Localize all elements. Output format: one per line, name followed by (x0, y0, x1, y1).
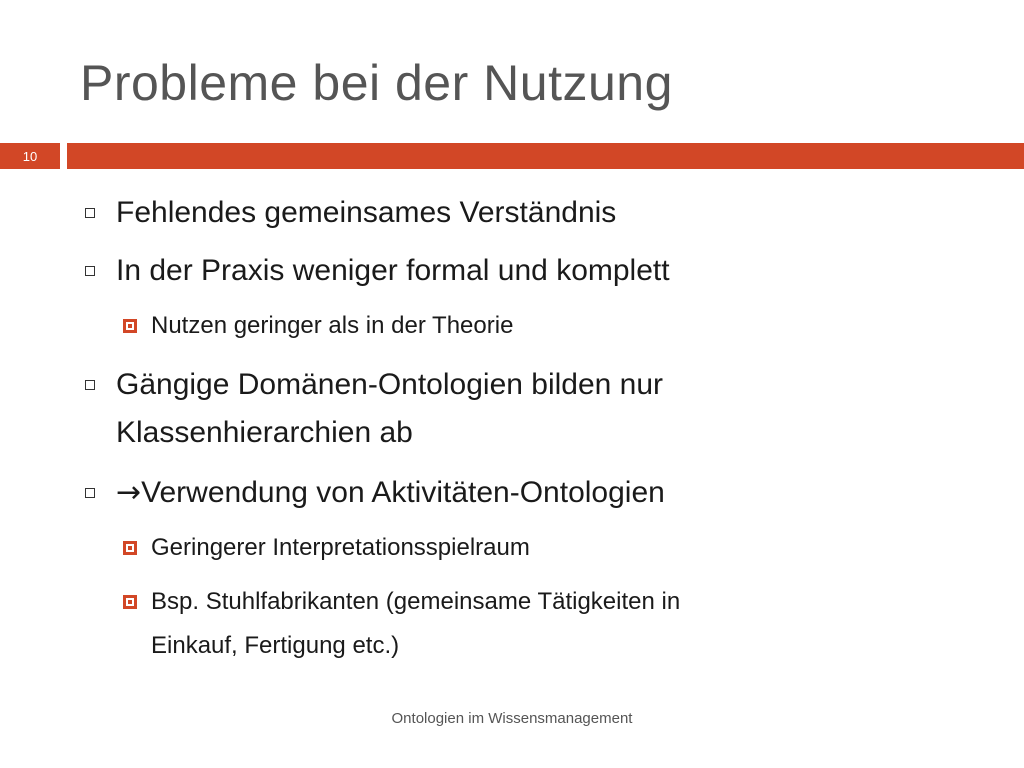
slide-title: Probleme bei der Nutzung (80, 55, 673, 111)
sub-bullet-item: Geringerer Interpretationsspielraum (151, 534, 530, 561)
bullet-item-text: Verwendung von Aktivitäten-Ontologien (141, 476, 665, 509)
sub-bullet-item-line2: Einkauf, Fertigung etc.) (151, 632, 400, 659)
bullet-item (116, 468, 665, 518)
filled-square-bullet-icon (123, 319, 137, 333)
slide-number: 10 (0, 143, 60, 169)
sub-bullet-item-line1: Bsp. Stuhlfabrikanten (gemeinsame Tätigkeiten in (151, 588, 681, 615)
square-bullet-icon (85, 380, 95, 390)
filled-square-bullet-icon (123, 541, 137, 555)
square-bullet-icon (85, 208, 95, 218)
square-bullet-icon (85, 266, 95, 276)
bullet-item: In der Praxis weniger formal und komplett (116, 254, 670, 287)
bullet-item: Fehlendes gemeinsames Verständnis (116, 196, 617, 229)
sub-bullet-item: Nutzen geringer als in der Theorie (151, 312, 514, 339)
right-arrow-icon: → (116, 475, 142, 510)
slide-footer: Ontologien im Wissensmanagement (391, 710, 633, 727)
filled-square-bullet-icon (123, 595, 137, 609)
square-bullet-icon (85, 488, 95, 498)
bullet-item-line2: Klassenhierarchien ab (116, 416, 413, 449)
bullet-item-line1: Gängige Domänen-Ontologien bilden nur (116, 368, 664, 401)
